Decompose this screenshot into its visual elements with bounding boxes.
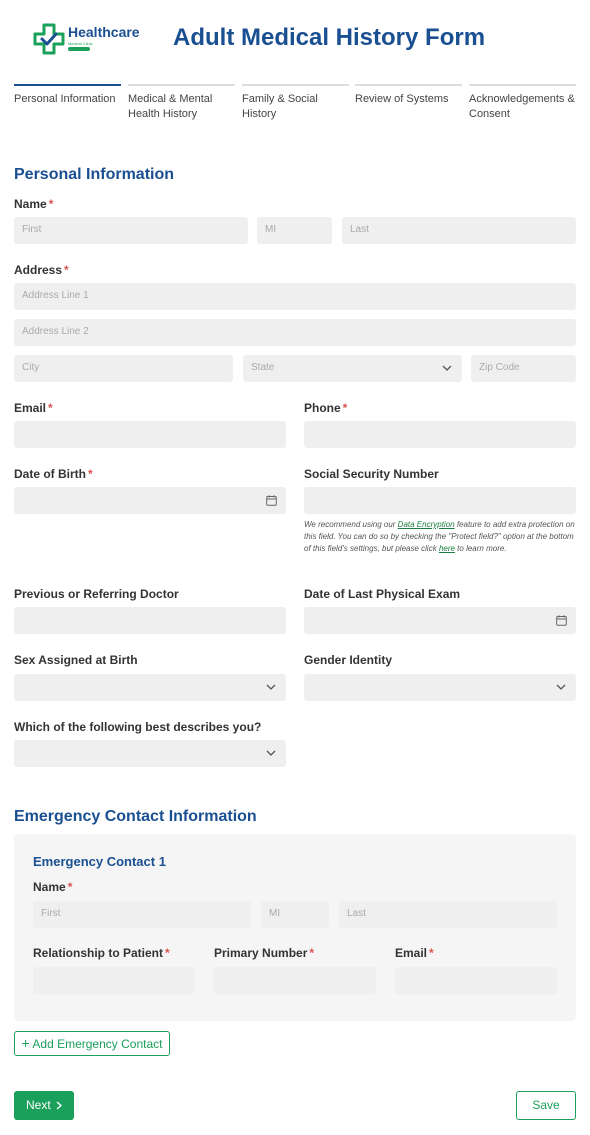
section-title-emergency: Emergency Contact Information [14,808,257,825]
required-marker: * [48,401,53,415]
chevron-right-icon [56,1101,62,1110]
placeholder: MI [265,224,277,235]
placeholder: City [22,362,40,373]
required-marker: * [309,946,315,960]
logo-accent-bar [68,47,90,51]
primary-number-input[interactable] [214,967,376,994]
placeholder: Address Line 2 [22,326,89,337]
placeholder: First [41,908,61,919]
name-label [14,197,53,211]
zip-code-input[interactable] [471,355,576,382]
chevron-down-icon [266,749,276,757]
address-label [14,263,69,277]
city-input[interactable] [14,355,233,382]
email-label-text: Email [14,401,47,415]
relationship-label [33,946,170,960]
ec-name-label [33,880,72,894]
placeholder: First [22,224,42,235]
phone-input[interactable] [304,421,576,448]
logo-subtext: Medical Clinic [68,41,93,46]
placeholder: Last [350,224,369,235]
step-family-social-history[interactable] [242,84,349,122]
relationship-input[interactable] [33,967,195,994]
next-button[interactable] [14,1091,74,1120]
required-marker: * [67,880,73,894]
middle-initial-input[interactable] [257,217,332,244]
gender-identity-select[interactable] [304,674,576,701]
ec-email-label [395,946,434,960]
required-marker: * [48,197,54,211]
save-label: Save [532,1098,560,1112]
ssn-input[interactable] [304,487,576,514]
healthcare-logo [32,20,142,56]
ec-last-name-input[interactable] [339,901,557,928]
dob-label [14,467,93,481]
last-exam-label: Date of Last Physical Exam [304,587,461,601]
note-text: to learn more. [454,544,507,553]
step-acknowledgements-consent[interactable] [469,84,576,122]
sex-assigned-select[interactable] [14,674,286,701]
first-name-input[interactable] [14,217,248,244]
required-marker: * [429,946,434,960]
emergency-contact-1-title: Emergency Contact 1 [33,854,166,869]
step-review-of-systems[interactable] [355,84,462,107]
address-line-2-input[interactable] [14,319,576,346]
last-name-input[interactable] [342,217,576,244]
logo-text: Healthcare [68,24,140,40]
data-encryption-link[interactable]: Data Encryption [397,520,455,529]
required-marker: * [88,467,93,481]
step-label: Medical & Mental Health History [128,93,213,120]
required-marker: * [342,401,348,415]
ec-middle-initial-input[interactable] [261,901,329,928]
add-emergency-contact-button[interactable] [14,1031,170,1056]
page-title: Adult Medical History Form [173,24,486,51]
step-label: Personal Information [14,93,116,105]
describes-label: Which of the following best describes you? [14,720,262,734]
medical-cross-logo-icon [32,22,66,56]
step-personal-information[interactable] [14,84,121,107]
referring-doctor-input[interactable] [14,607,286,634]
step-medical-mental-health[interactable] [128,84,235,122]
placeholder: Address Line 1 [22,290,89,301]
next-label: Next [25,1098,51,1112]
save-button[interactable] [516,1091,576,1120]
chevron-down-icon [442,364,452,372]
ec-first-name-input[interactable] [33,901,251,928]
step-indicator-bar [128,84,235,86]
chevron-down-icon [266,683,276,691]
primary-number-label-text: Primary Number [214,946,308,960]
relationship-label-text: Relationship to Patient [33,946,164,960]
required-marker: * [64,263,69,277]
step-indicator-bar [242,84,349,86]
plus-icon: + [21,1035,30,1051]
state-select[interactable] [243,355,462,382]
step-label: Acknowledgements & Consent [469,93,575,120]
date-of-birth-input[interactable] [14,487,286,514]
address-label-text: Address [14,263,63,277]
address-line-1-input[interactable] [14,283,576,310]
step-label: Family & Social History [242,93,318,120]
add-contact-label: Add Emergency Contact [32,1037,163,1051]
primary-number-label [214,946,314,960]
describes-you-select[interactable] [14,740,286,767]
step-indicator-bar [469,84,576,86]
chevron-down-icon [556,683,566,691]
note-text: feature to add extra protection on this field. You can do so by checking the "Protect field?" option at the bottom of this field's settings, but please click [304,520,575,553]
step-indicator-bar [355,84,462,86]
name-label-text: Name [14,197,47,211]
placeholder: MI [269,908,281,919]
last-exam-date-input[interactable] [304,607,576,634]
calendar-icon[interactable] [266,495,277,506]
placeholder: State [251,362,275,373]
phone-label-text: Phone [304,401,341,415]
step-indicator-bar [14,84,121,86]
email-label [14,401,53,415]
learn-more-link[interactable]: here [438,544,455,553]
placeholder: Last [347,908,366,919]
ec-name-label-text: Name [33,880,66,894]
sex-label: Sex Assigned at Birth [14,653,138,667]
gender-label: Gender Identity [304,653,393,667]
ec-email-input[interactable] [395,967,557,994]
doctor-label: Previous or Referring Doctor [14,587,179,601]
form-header [0,0,590,80]
dob-label-text: Date of Birth [14,467,86,481]
ssn-label: Social Security Number [304,467,439,481]
email-input[interactable] [14,421,286,448]
ssn-encryption-note [304,519,576,555]
required-marker: * [165,946,170,960]
calendar-icon[interactable] [556,615,567,626]
step-label: Review of Systems [355,93,449,105]
phone-label [304,401,347,415]
note-text: We recommend using our [304,520,398,529]
placeholder: Zip Code [479,362,520,373]
progress-steps [14,84,576,124]
section-title-personal: Personal Information [14,166,175,183]
ec-email-label-text: Email [395,946,428,960]
